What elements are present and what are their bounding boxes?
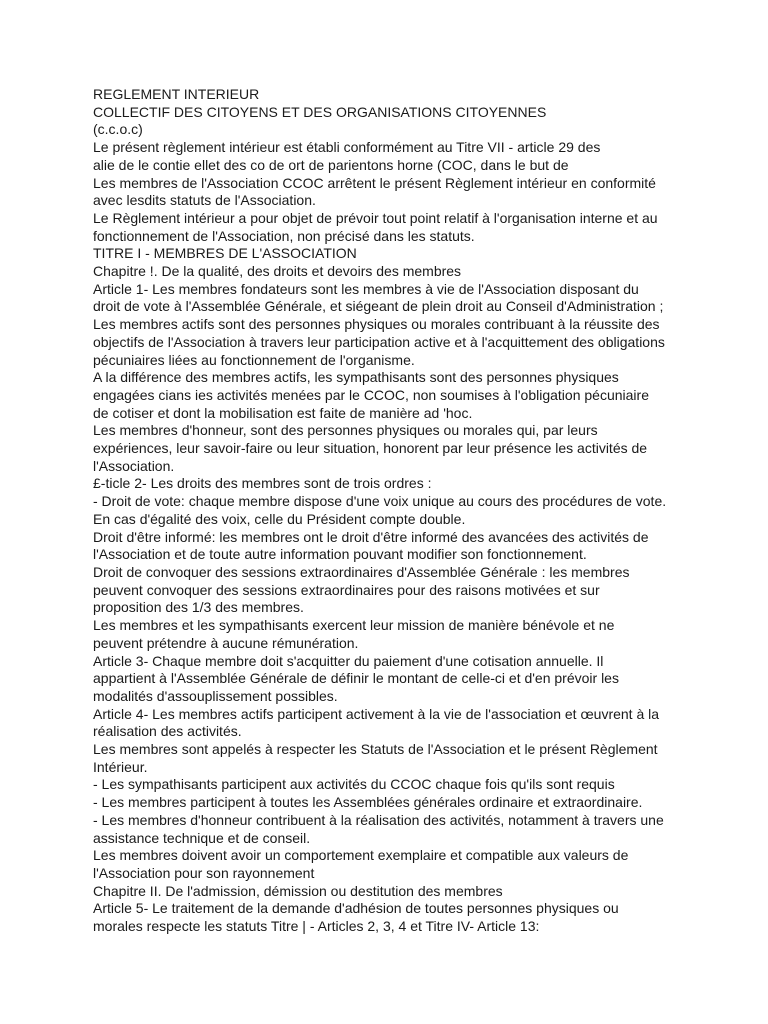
text-line: Les membres d'honneur, sont des personnes physiques ou morales qui, par leurs	[93, 422, 598, 439]
text-line: Les membres et les sympathisants exercent leur mission de manière bénévole et ne	[93, 617, 615, 634]
text-line: objectifs de l'Association à travers leur participation active et à l'acquittement des obligations	[93, 333, 665, 350]
text-line: A la différence des membres actifs, les sympathisants sont des personnes physiques	[93, 369, 619, 386]
text-line: engagées cians ies activités menées par le CCOC, non soumises à l'obligation pécuniaire	[93, 386, 649, 403]
text-line: peuvent convoquer des sessions extraordinaires pour des raisons motivées et sur	[93, 581, 600, 598]
text-line: droit de vote à l'Assemblée Générale, et siégeant de plein droit au Conseil d'Administration ;	[93, 298, 664, 315]
text-line: £-ticle 2- Les droits des membres sont de trois ordres :	[93, 475, 432, 492]
text-line: Chapitre II. De l'admission, démission ou destitution des membres	[93, 882, 503, 899]
text-line: (c.c.o.c)	[93, 121, 143, 138]
text-line: Article 1- Les membres fondateurs sont les membres à vie de l'Association disposant du	[93, 280, 639, 297]
text-line: expériences, leur savoir-faire ou leur situation, honorent par leur présence les activités de	[93, 440, 648, 457]
text-line: Les membres sont appelés à respecter les Statuts de l'Association et le présent Règlement	[93, 741, 658, 758]
text-line: - Les membres participent à toutes les Assemblées générales ordinaire et extraordinaire.	[93, 794, 643, 811]
text-line: assistance technique et de conseil.	[93, 829, 311, 846]
document-body	[93, 86, 713, 936]
text-line: COLLECTIF DES CITOYENS ET DES ORGANISATIONS CITOYENNES	[93, 103, 547, 120]
text-line: REGLEMENT INTERIEUR	[93, 86, 260, 102]
text-line: peuvent prétendre à aucune rémunération.	[93, 634, 359, 651]
text-line: Les membres de l'Association CCOC arrêtent le présent Règlement intérieur en conformité	[93, 174, 656, 191]
text-line: avec lesdits statuts de l'Association.	[93, 192, 316, 209]
text-line: fonctionnement de l'Association, non précisé dans les statuts.	[93, 227, 475, 244]
text-line: Le présent règlement intérieur est établi conformément au Titre VII - article 29 des	[93, 139, 601, 156]
text-line: Article 3- Chaque membre doit s'acquitter du paiement d'une cotisation annuelle. Il	[93, 652, 604, 669]
text-line: Droit de convoquer des sessions extraordinaires d'Assemblée Générale : les membres	[93, 563, 630, 580]
text-line: modalités d'assouplissement possibles.	[93, 687, 338, 704]
text-line: alie de le contie ellet des co de ort de parientons horne (COC, dans le but de	[93, 156, 569, 173]
text-line: réalisation des activités.	[93, 723, 242, 740]
text-line: pécuniaires liées au fonctionnement de l'organisme.	[93, 351, 415, 368]
text-line: de cotiser et dont la mobilisation est faite de manière ad 'hoc.	[93, 404, 473, 421]
text-line: - Les membres d'honneur contribuent à la réalisation des activités, notamment à travers une	[93, 811, 664, 828]
text-line: - Droit de vote: chaque membre dispose d'une voix unique au cours des procédures de vote.	[93, 493, 667, 510]
text-line: l'Association et de toute autre information pouvant modifier son fonctionnement.	[93, 546, 587, 563]
text-line: Chapitre !. De la qualité, des droits et devoirs des membres	[93, 263, 462, 280]
text-line: Le Règlement intérieur a pour objet de prévoir tout point relatif à l'organisation interne et au	[93, 209, 658, 226]
text-line: morales respecte les statuts Titre | - Articles 2, 3, 4 et Titre IV- Article 13:	[93, 918, 540, 935]
text-line: proposition des 1/3 des membres.	[93, 599, 304, 616]
text-line: Article 4- Les membres actifs participent activement à la vie de l'association et œuvrent à la	[93, 705, 660, 722]
text-line: l'Association pour son rayonnement	[93, 864, 315, 881]
text-line: Les membres actifs sont des personnes physiques ou morales contribuant à la réussite des	[93, 316, 660, 333]
text-line: TITRE I - MEMBRES DE L'ASSOCIATION	[93, 245, 357, 262]
text-line: - Les sympathisants participent aux activités du CCOC chaque fois qu'ils sont requis	[93, 776, 615, 793]
text-line: Les membres doivent avoir un comportement exemplaire et compatible aux valeurs de	[93, 847, 629, 864]
text-line: En cas d'égalité des voix, celle du Président compte double.	[93, 510, 466, 527]
text-line: Droit d'être informé: les membres ont le droit d'être informé des avancées des activités de	[93, 528, 649, 545]
text-line: Intérieur.	[93, 758, 148, 775]
text-line: appartient à l'Assemblée Générale de définir le montant de celle-ci et d'en prévoir les	[93, 670, 619, 687]
text-line: l'Association.	[93, 457, 175, 474]
text-line: Article 5- Le traitement de la demande d'adhésion de toutes personnes physiques ou	[93, 900, 619, 917]
